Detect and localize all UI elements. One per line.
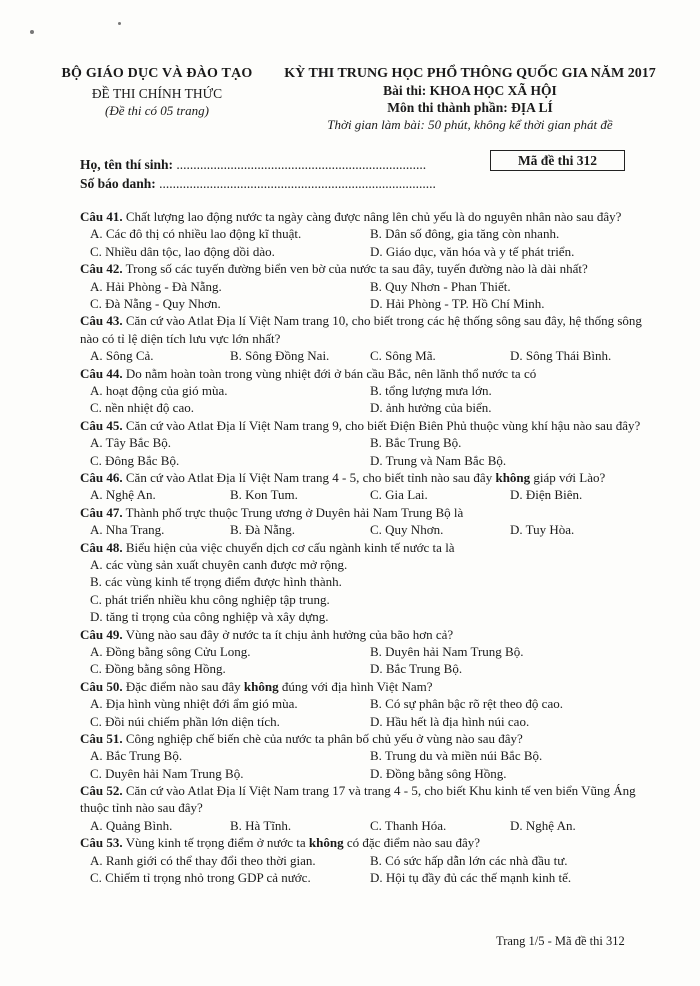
option-row xyxy=(80,243,645,260)
emphasis-word: không xyxy=(308,835,344,851)
answer-option[interactable]: D. Điện Biên. xyxy=(510,487,583,503)
question-stem xyxy=(80,417,645,434)
answer-option[interactable]: C. Gia Lai. xyxy=(370,487,428,503)
question-stem xyxy=(80,469,645,486)
candidate-id-label: Số báo danh: xyxy=(80,176,156,191)
exam-header xyxy=(270,66,670,133)
answer-option[interactable]: A. Ranh giới có thể thay đổi theo thời gian. xyxy=(90,852,316,868)
question-number: Câu 49. xyxy=(80,626,123,642)
question-stem xyxy=(80,365,645,382)
answer-option[interactable]: B. Duyên hải Nam Trung Bộ. xyxy=(370,643,524,659)
answer-option[interactable]: A. Địa hình vùng nhiệt đới ẩm gió mùa. xyxy=(90,696,298,712)
question-text: Căn cứ vào Atlat Địa lí Việt Nam trang 9, cho biết Điện Biên Phủ thuộc vùng khí hậu nào sau đây? xyxy=(122,417,641,433)
question xyxy=(80,365,645,417)
answer-option[interactable]: B. tổng lượng mưa lớn. xyxy=(370,382,492,398)
answer-option[interactable]: C. Chiếm tỉ trọng nhỏ trong GDP cả nước. xyxy=(90,870,311,886)
question xyxy=(80,469,645,504)
page-count-note: (Đề thi có 05 trang) xyxy=(105,103,209,118)
question-number: Câu 50. xyxy=(80,678,123,694)
scan-speck xyxy=(30,30,34,34)
answer-option[interactable]: B. Sông Đồng Nai. xyxy=(230,348,330,364)
candidate-info xyxy=(80,155,436,193)
question xyxy=(80,312,645,364)
question xyxy=(80,539,645,626)
option-row xyxy=(80,399,645,416)
answer-option[interactable]: A. Nghệ An. xyxy=(90,487,156,503)
option-row xyxy=(80,225,645,242)
question-text: Đặc điểm nào sau đây không đúng với địa hình Việt Nam? xyxy=(122,678,433,694)
answer-option[interactable]: B. Dân số đông, gia tăng còn nhanh. xyxy=(370,226,560,242)
question xyxy=(80,504,645,539)
answer-option[interactable]: A. hoạt động của gió mùa. xyxy=(90,382,228,398)
answer-option[interactable]: C. Quy Nhơn. xyxy=(370,522,444,538)
question xyxy=(80,782,645,834)
option-row xyxy=(80,869,645,886)
answer-option[interactable]: D. tăng tỉ trọng của công nghiệp và xây dựng. xyxy=(90,609,329,625)
answer-option[interactable]: C. Duyên hải Nam Trung Bộ. xyxy=(90,765,244,781)
question xyxy=(80,417,645,469)
option-row xyxy=(80,852,645,869)
official-exam-label: ĐỀ THI CHÍNH THỨC xyxy=(91,86,223,101)
exam-subject: Bài thi: KHOA HỌC XÃ HỘI xyxy=(383,83,557,98)
question-stem xyxy=(80,504,645,521)
question-stem xyxy=(80,678,645,695)
answer-option[interactable]: A. Bắc Trung Bộ. xyxy=(90,748,183,764)
answer-option[interactable]: C. Nhiều dân tộc, lao động dồi dào. xyxy=(90,243,275,259)
question-number: Câu 51. xyxy=(80,730,123,746)
exam-component: Môn thi thành phần: ĐỊA LÍ xyxy=(387,100,553,115)
question-text: Công nghiệp chế biến chè của nước ta phân bố chủ yếu ở vùng nào sau đây? xyxy=(122,730,523,746)
answer-option[interactable]: D. Hội tụ đầy đủ các thế mạnh kinh tế. xyxy=(370,870,572,886)
exam-title: KỲ THI TRUNG HỌC PHỔ THÔNG QUỐC GIA NĂM 2017 xyxy=(284,66,656,81)
question xyxy=(80,208,645,260)
answer-option[interactable]: B. Có sự phân bậc rõ rệt theo độ cao. xyxy=(370,696,563,712)
option-row xyxy=(80,747,645,764)
answer-option[interactable]: C. Đông Bắc Bộ. xyxy=(90,452,180,468)
question xyxy=(80,678,645,730)
option-row xyxy=(80,817,645,834)
question-list xyxy=(80,208,645,886)
question-number: Câu 47. xyxy=(80,504,123,520)
option-row xyxy=(80,591,645,608)
answer-option[interactable]: D. Sông Thái Bình. xyxy=(510,348,612,364)
answer-option[interactable]: B. Đà Nẵng. xyxy=(230,522,295,538)
question-text: Trong số các tuyến đường biển ven bờ của nước ta sau đây, tuyến đường nào là dài nhất? xyxy=(122,261,588,277)
answer-option[interactable]: D. Hải Phòng - TP. Hồ Chí Minh. xyxy=(370,295,545,311)
question-number: Câu 46. xyxy=(80,469,123,485)
answer-option[interactable]: A. Tây Bắc Bộ. xyxy=(90,435,171,451)
answer-option[interactable]: C. Đà Nẵng - Quy Nhơn. xyxy=(90,295,221,311)
candidate-name-label: Họ, tên thí sinh: xyxy=(80,157,174,172)
answer-option[interactable]: C. Đồi núi chiếm phần lớn diện tích. xyxy=(90,713,280,729)
answer-option[interactable]: B. Bắc Trung Bộ. xyxy=(370,435,462,451)
answer-option[interactable]: D. ảnh hưởng của biển. xyxy=(370,400,492,416)
option-row xyxy=(80,573,645,590)
question-text: Căn cứ vào Atlat Địa lí Việt Nam trang 4 - 5, cho biết tỉnh nào sau đây không giáp với Lào? xyxy=(122,469,606,485)
exam-code-box: Mã đề thi 312 xyxy=(490,150,625,171)
emphasis-word: không xyxy=(495,469,531,485)
question-stem xyxy=(80,730,645,747)
answer-option[interactable]: C. Sông Mã. xyxy=(370,348,436,364)
question xyxy=(80,260,645,312)
question-number: Câu 42. xyxy=(80,261,123,277)
answer-option[interactable]: A. Các đô thị có nhiều lao động kĩ thuật. xyxy=(90,226,302,242)
candidate-id-field[interactable]: .................................................................................. xyxy=(155,176,436,191)
option-row xyxy=(80,660,645,677)
question-number: Câu 43. xyxy=(80,313,123,329)
exam-time: Thời gian làm bài: 50 phút, không kể thời gian phát đề xyxy=(327,117,613,132)
option-row xyxy=(80,695,645,712)
option-row xyxy=(80,486,645,503)
answer-option[interactable]: B. Hà Tĩnh. xyxy=(230,817,292,833)
option-row xyxy=(80,295,645,312)
answer-option[interactable]: A. các vùng sản xuất chuyên canh được mở rộng. xyxy=(90,556,348,572)
answer-option[interactable]: C. nền nhiệt độ cao. xyxy=(90,400,194,416)
question-number: Câu 52. xyxy=(80,783,123,799)
answer-option[interactable]: A. Hải Phòng - Đà Nẵng. xyxy=(90,278,222,294)
question xyxy=(80,626,645,678)
page-footer: Trang 1/5 - Mã đề thi 312 xyxy=(496,934,625,948)
question-number: Câu 45. xyxy=(80,417,123,433)
answer-option[interactable]: C. Đồng bằng sông Hồng. xyxy=(90,661,226,677)
option-row xyxy=(80,713,645,730)
answer-option[interactable]: D. Bắc Trung Bộ. xyxy=(370,661,463,677)
question-number: Câu 44. xyxy=(80,365,123,381)
answer-option[interactable]: A. Nha Trang. xyxy=(90,522,165,538)
question-text: Căn cứ vào Atlat Địa lí Việt Nam trang 10, cho biết trong các hệ thống sông sau đây, hệ thống sông nào có tỉ lệ diện tích lưu vực lớn nhất? xyxy=(80,313,642,346)
option-row xyxy=(80,347,645,364)
question-stem xyxy=(80,539,645,556)
question-stem xyxy=(80,782,645,817)
option-row xyxy=(80,452,645,469)
answer-option[interactable]: D. Hầu hết là địa hình núi cao. xyxy=(370,713,530,729)
question-text: Thành phố trực thuộc Trung ương ở Duyên hải Nam Trung Bộ là xyxy=(122,504,464,520)
question-stem xyxy=(80,312,645,347)
question xyxy=(80,834,645,886)
answer-option[interactable]: A. Quảng Bình. xyxy=(90,817,173,833)
option-row xyxy=(80,434,645,451)
option-row xyxy=(80,765,645,782)
answer-option[interactable]: D. Giáo dục, văn hóa và y tế phát triển. xyxy=(370,243,575,259)
question-text: Biểu hiện của việc chuyển dịch cơ cấu ngành kinh tế nước ta là xyxy=(122,539,455,555)
ministry-header xyxy=(52,66,262,119)
question-stem xyxy=(80,260,645,277)
answer-option[interactable]: A. Đồng bằng sông Cửu Long. xyxy=(90,643,251,659)
answer-option[interactable]: B. Quy Nhơn - Phan Thiết. xyxy=(370,278,511,294)
answer-option[interactable]: C. Thanh Hóa. xyxy=(370,817,447,833)
question-text: Chất lượng lao động nước ta ngày càng được nâng lên chủ yếu là do nguyên nhân nào sau đây? xyxy=(122,209,622,224)
answer-option[interactable]: A. Sông Cả. xyxy=(90,348,154,364)
option-row xyxy=(80,521,645,538)
answer-option[interactable]: D. Tuy Hòa. xyxy=(510,522,575,538)
option-row xyxy=(80,382,645,399)
question-stem xyxy=(80,208,645,225)
option-row xyxy=(80,278,645,295)
question-text: Vùng nào sau đây ở nước ta ít chịu ảnh hưởng của bão hơn cả? xyxy=(122,626,454,642)
question-text: Do nằm hoàn toàn trong vùng nhiệt đới ở bán cầu Bắc, nên lãnh thổ nước ta có xyxy=(122,365,537,381)
question xyxy=(80,730,645,782)
question-number: Câu 48. xyxy=(80,539,123,555)
question-number: Câu 53. xyxy=(80,835,123,851)
question-stem xyxy=(80,626,645,643)
question-text: Căn cứ vào Atlat Địa lí Việt Nam trang 17 và trang 4 - 5, cho biết Khu kinh tế ven biển Vũng Áng thuộc tỉnh nào sau đây? xyxy=(80,783,636,816)
candidate-name-field[interactable]: .......................................................................... xyxy=(173,157,427,172)
scan-speck xyxy=(118,22,121,25)
answer-option[interactable]: B. các vùng kinh tế trọng điểm được hình thành. xyxy=(90,574,342,590)
answer-option[interactable]: D. Đồng bằng sông Hồng. xyxy=(370,765,507,781)
answer-option[interactable]: B. Kon Tum. xyxy=(230,487,298,503)
question-text: Vùng kinh tế trọng điểm ở nước ta không có đặc điểm nào sau đây? xyxy=(122,835,481,851)
question-number: Câu 41. xyxy=(80,209,123,224)
option-row xyxy=(80,556,645,573)
ministry-name: BỘ GIÁO DỤC VÀ ĐÀO TẠO xyxy=(61,66,253,81)
answer-option[interactable]: C. phát triển nhiều khu công nghiệp tập trung. xyxy=(90,591,330,607)
answer-option[interactable]: D. Nghệ An. xyxy=(510,817,576,833)
answer-option[interactable]: B. Có sức hấp dẫn lớn các nhà đầu tư. xyxy=(370,852,568,868)
option-row xyxy=(80,643,645,660)
answer-option[interactable]: D. Trung và Nam Bắc Bộ. xyxy=(370,452,507,468)
question-stem xyxy=(80,834,645,851)
answer-option[interactable]: B. Trung du và miền núi Bắc Bộ. xyxy=(370,748,543,764)
emphasis-word: không xyxy=(243,678,279,694)
option-row xyxy=(80,608,645,625)
